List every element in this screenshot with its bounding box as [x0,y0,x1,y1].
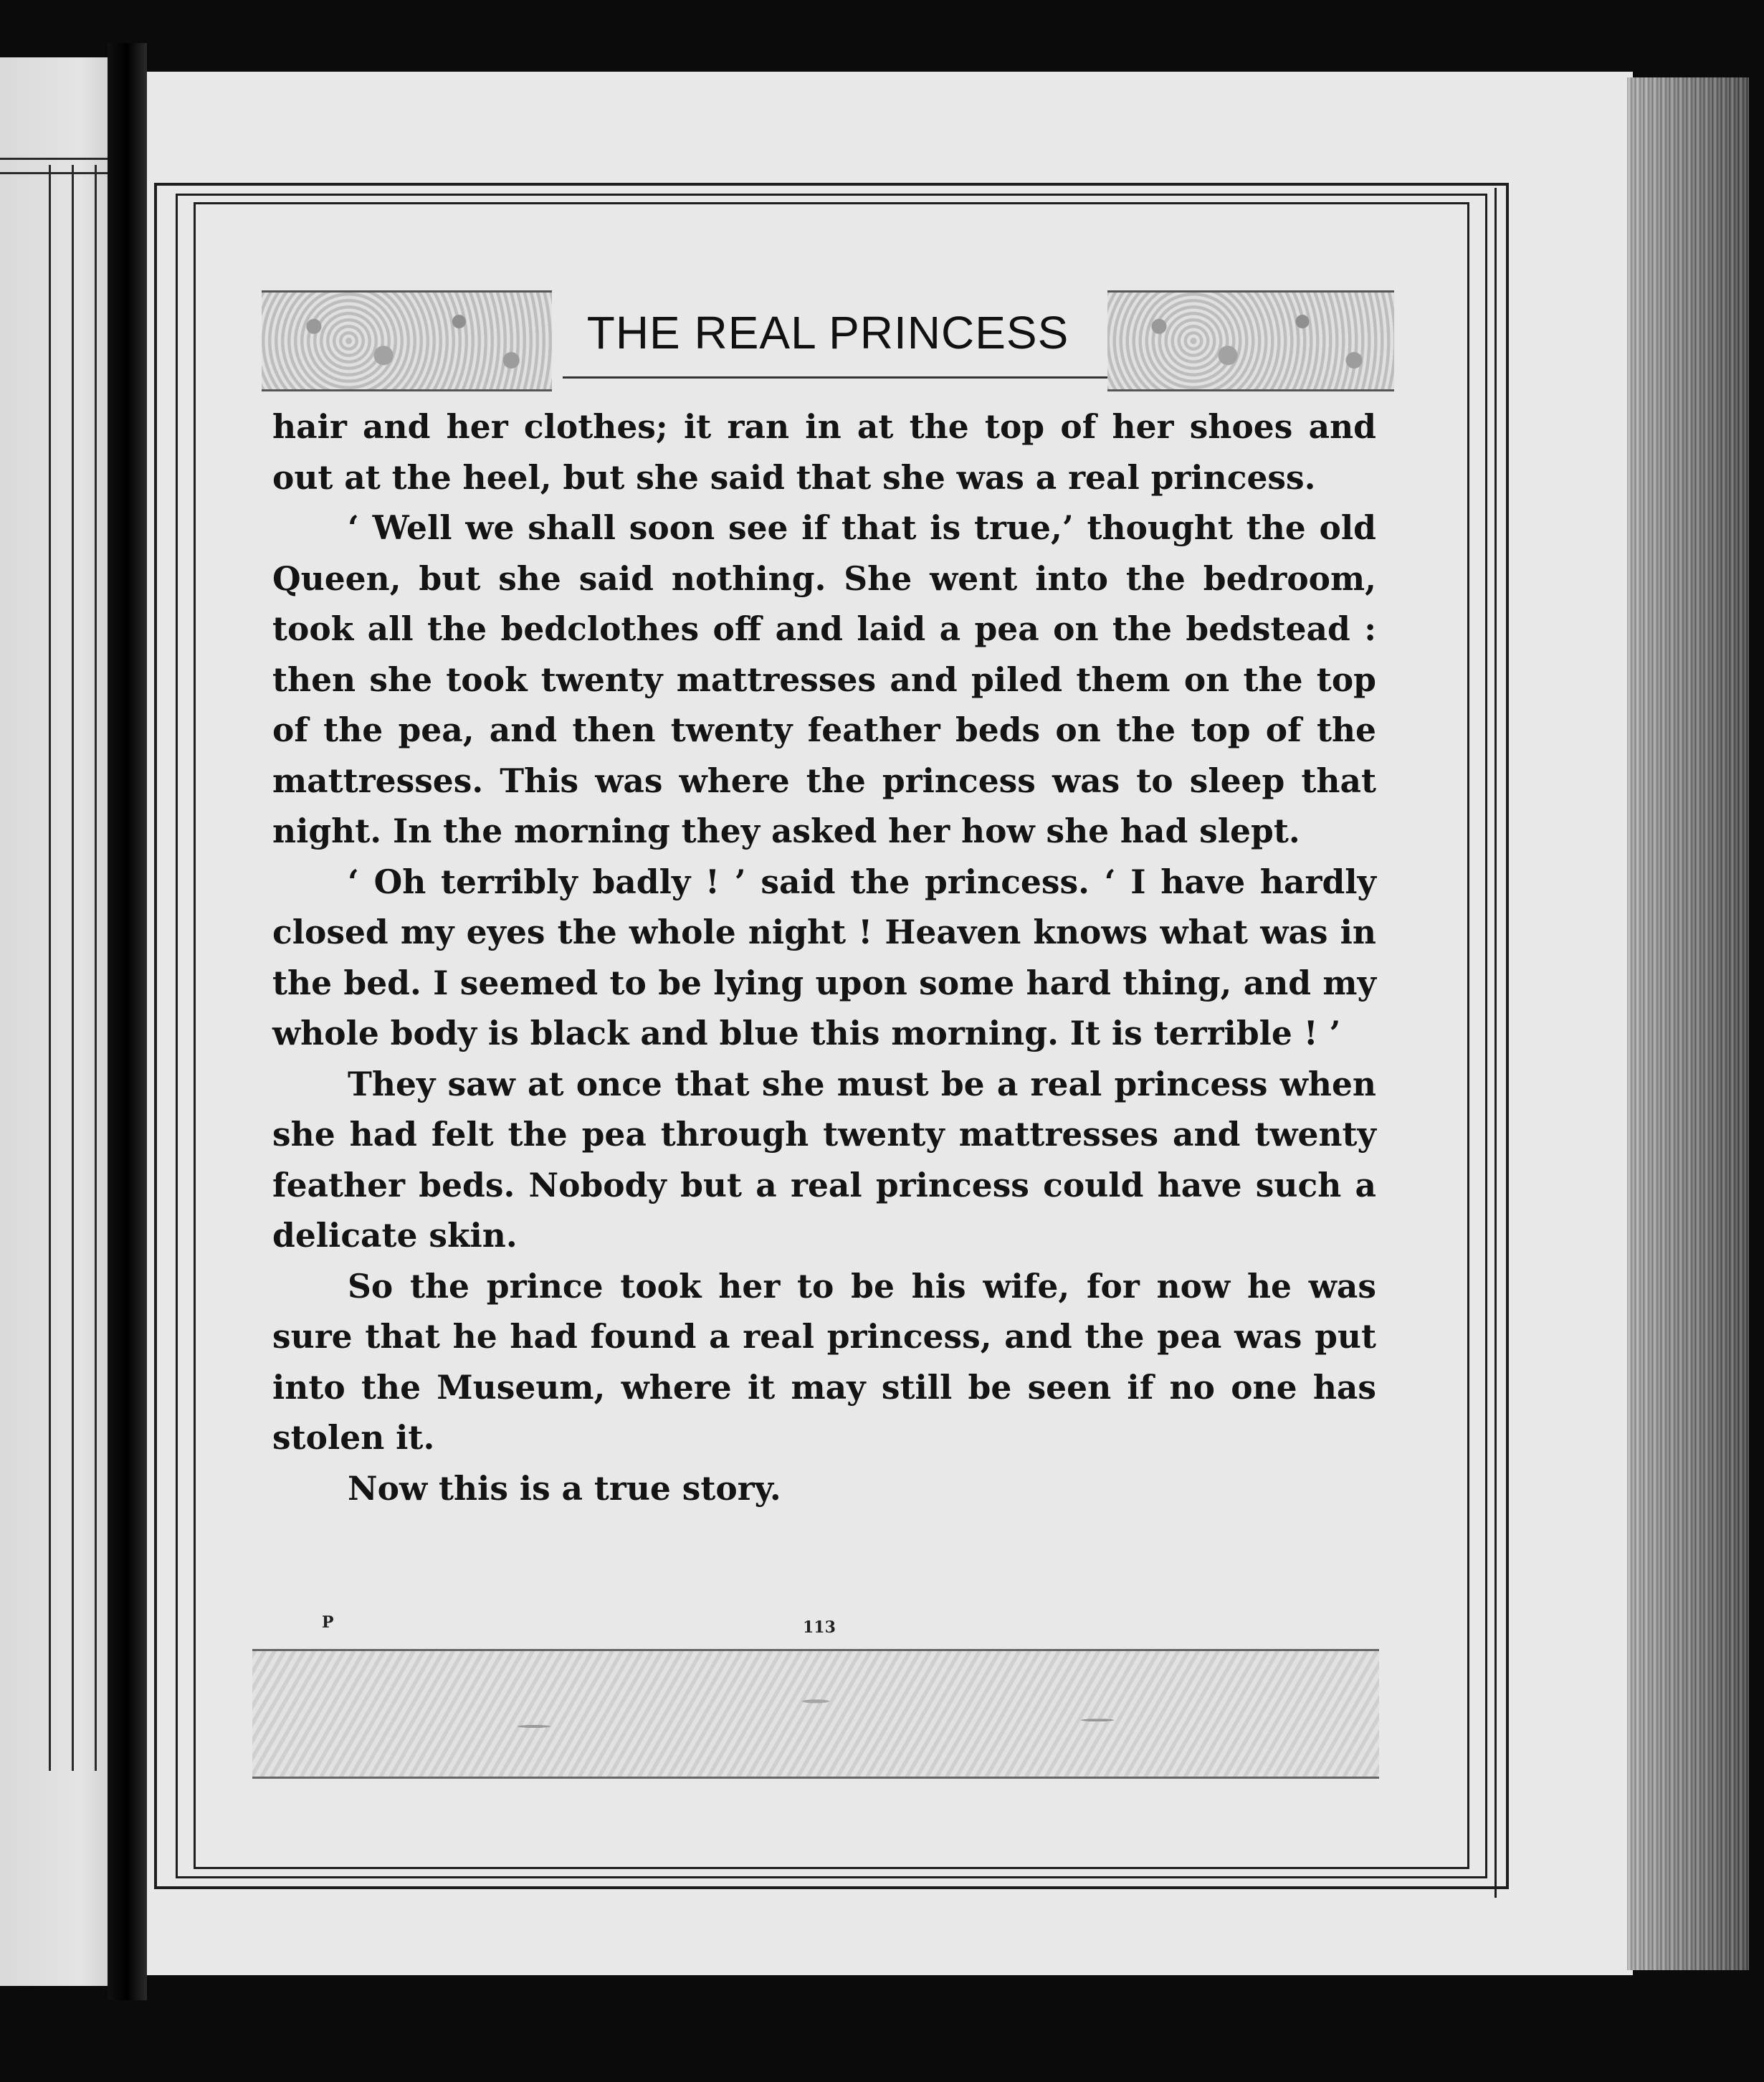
chapter-header [262,290,1394,387]
paragraph: ‘ Well we shall soon see if that is true,’ thought the old Queen, but she said nothing. She went into the bedroom, took all the bedclothes off and laid a pea on the bedstead : then she took twenty mattresses and piled them on the top of the pea, and then twenty feather beds on the top of the mattresses. This was where the princess was to sleep that night. In the morning they asked her how she had slept. [272,508,1376,850]
header-ornament-right [1107,290,1394,391]
paragraph: hair and her clothes; it ran in at the top of her shoes and out at the heel, but she said that she was a real princess. [272,407,1376,497]
frame-line [49,165,51,1771]
paragraph: They saw at once that she must be a real princess when she had felt the pea through twenty mattresses and twenty feather beds. Nobody but a real princess could have such a delicate skin. [272,1064,1376,1255]
frame-line [72,165,74,1771]
chapter-title: THE REAL PRINCESS [586,307,1069,358]
frame-line [95,165,97,1771]
facing-page-edge [0,57,115,1986]
book-gutter [108,43,147,2000]
page-number: 113 [803,1618,836,1637]
footer-ornament [252,1649,1379,1779]
title-rule [563,376,1107,379]
frame-line [0,172,115,174]
signature-mark: P [322,1613,334,1632]
frame-line [1494,188,1497,1898]
paragraph: So the prince took her to be his wife, for now he was sure that he had found a real princess, and the pea was put into the Museum, where it may still be seen if no one has stolen it. [272,1266,1376,1457]
frame-line [0,158,115,160]
page-edge-stack [1627,77,1749,1970]
story-text [272,401,1376,1513]
paragraph: Now this is a true story. [348,1468,781,1508]
paragraph: ‘ Oh terribly badly ! ’ said the princess. ‘ I have hardly closed my eyes the whole night ! Heaven knows what was in the bed. I seemed to be lying upon some hard thing, and my whole body is black and blue this morning. It is terrible ! ’ [272,862,1376,1052]
header-ornament-left [262,290,552,391]
